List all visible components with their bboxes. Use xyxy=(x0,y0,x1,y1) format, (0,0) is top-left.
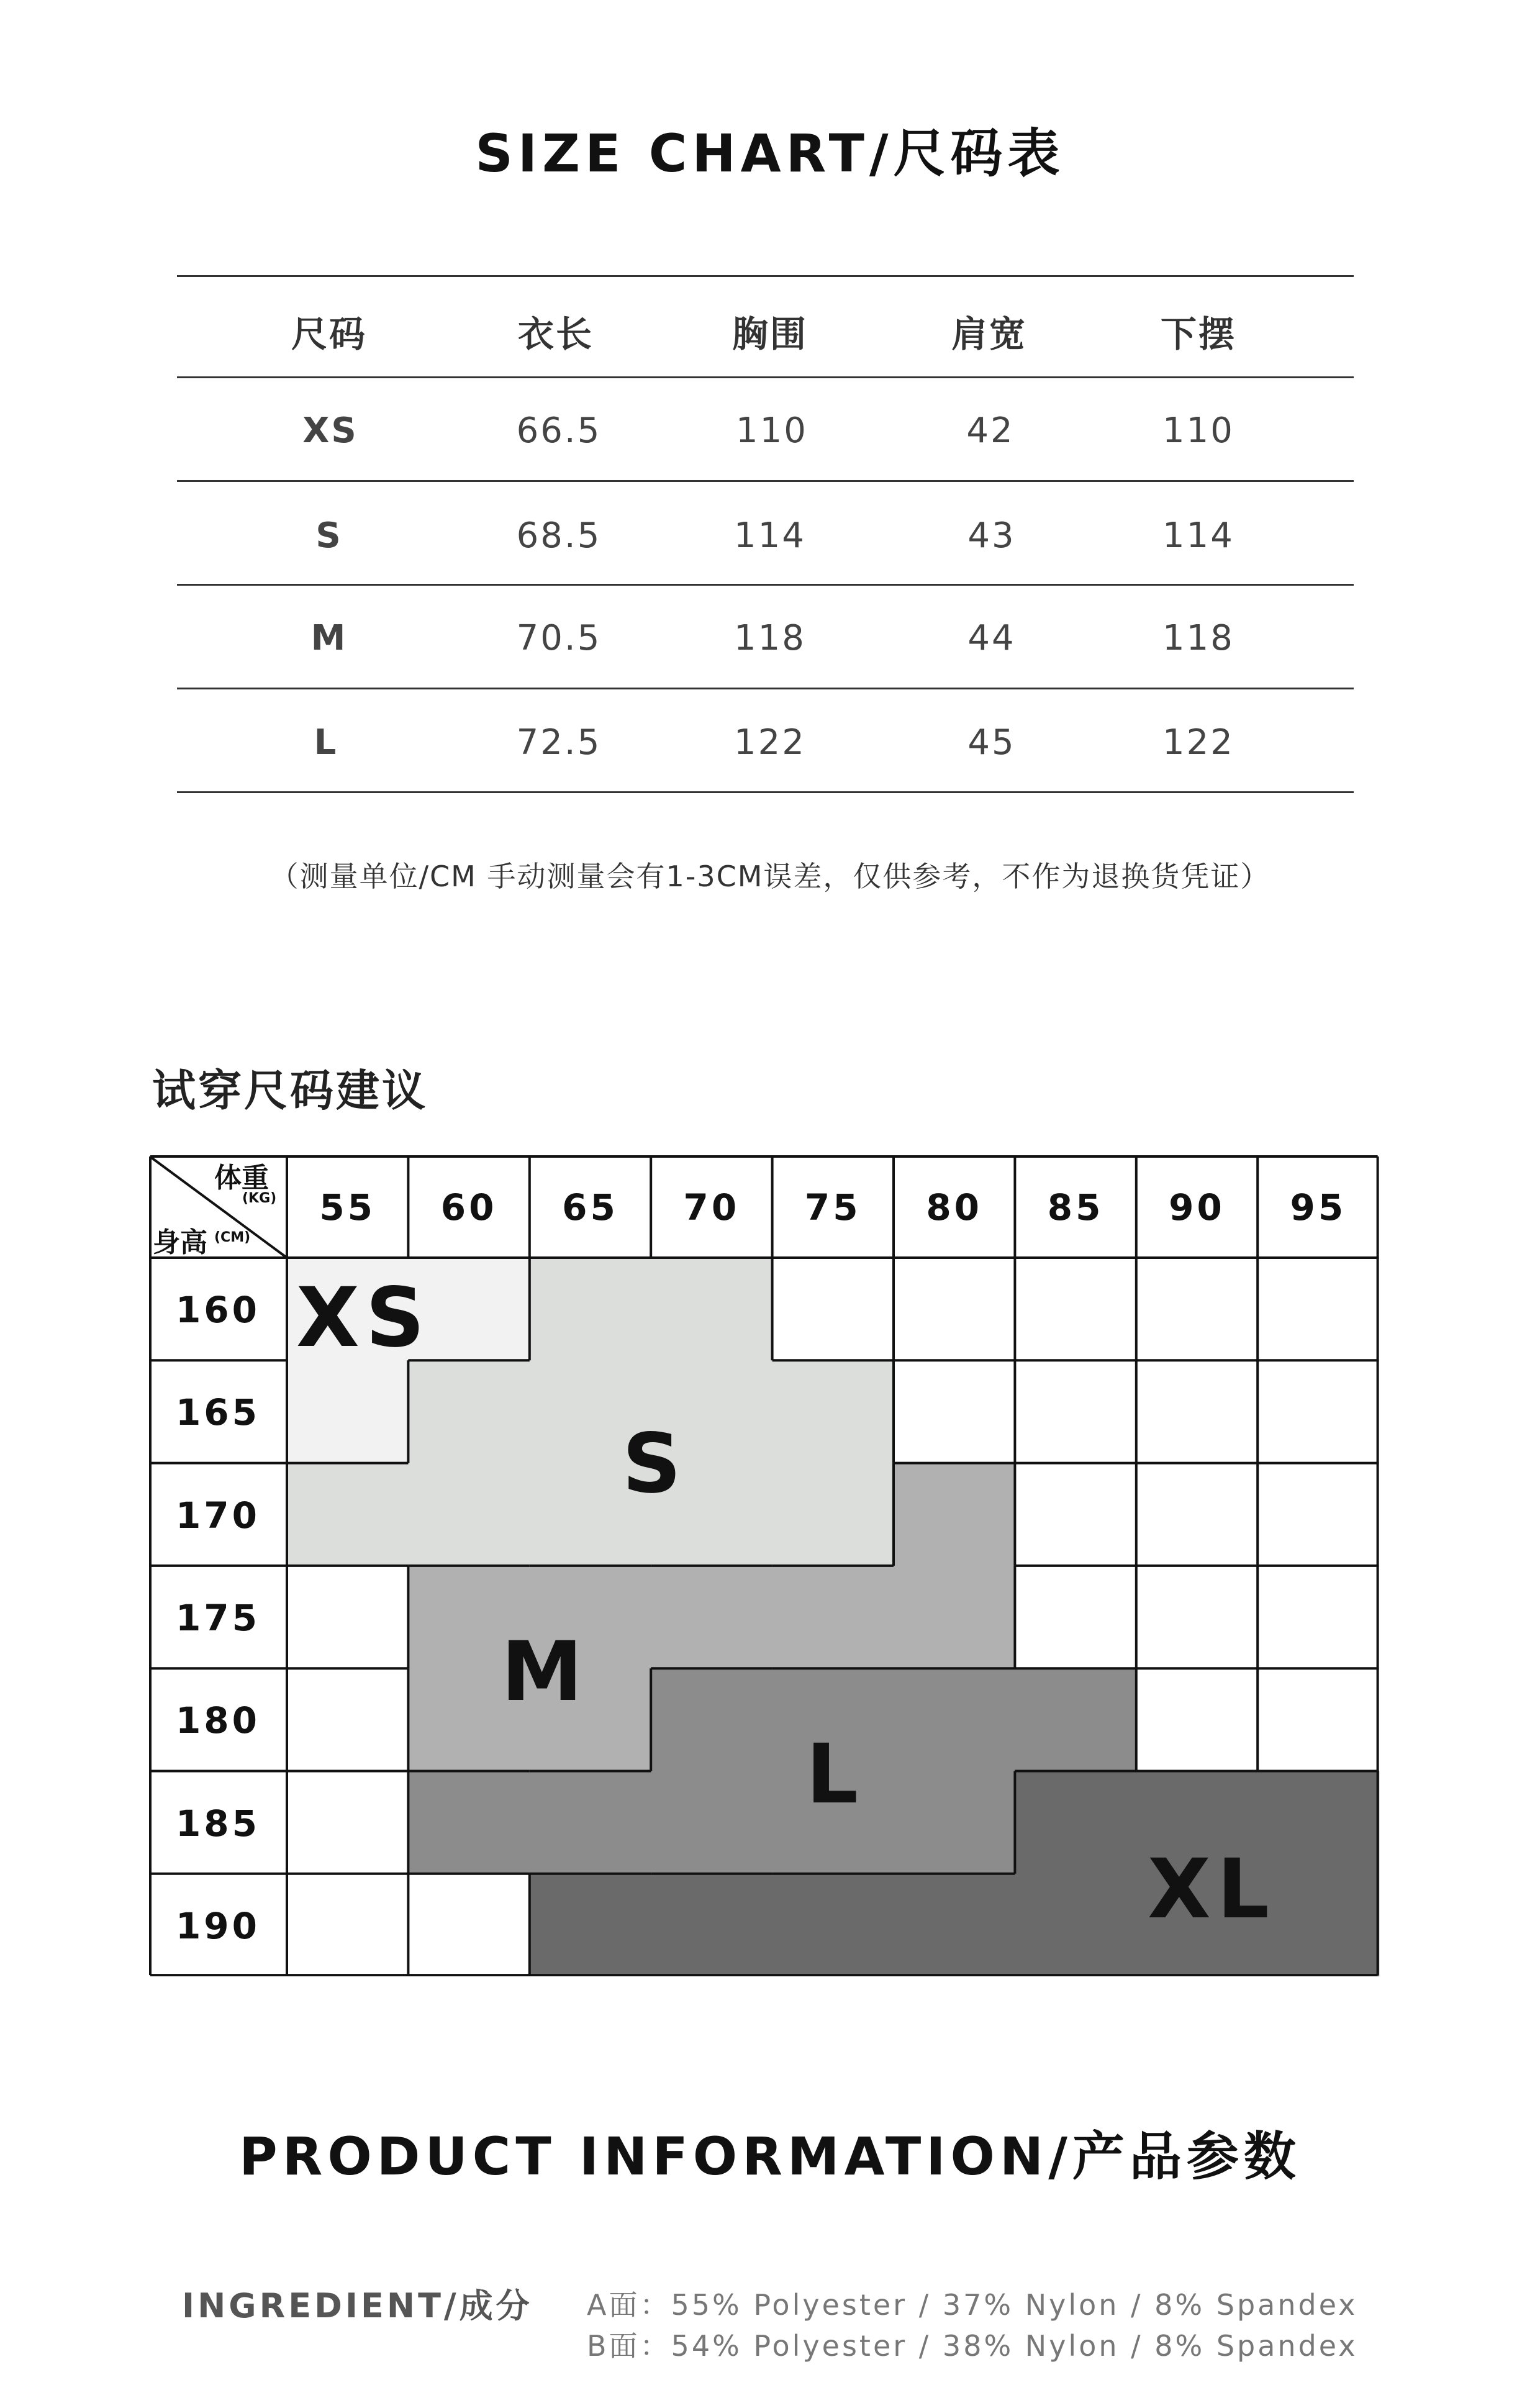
fit-guide-grid xyxy=(149,1155,1382,1976)
table-cell: 110 xyxy=(1162,411,1234,451)
zone-cell-xl xyxy=(1257,1771,1379,1874)
zone-cell-l xyxy=(651,1668,772,1771)
table-cell: 118 xyxy=(1162,618,1234,658)
zone-cell-l xyxy=(408,1771,530,1874)
measurement-note: （测量单位/CM 手动测量会有1-3CM误差，仅供参考，不作为退换货凭证） xyxy=(270,860,1270,893)
zone-cell-m xyxy=(651,1566,772,1669)
product-info-title: PRODUCT INFORMATION/产品参数 xyxy=(239,2126,1301,2187)
height-label: 190 xyxy=(175,1904,261,1947)
zone-cell-l xyxy=(651,1771,772,1874)
table-cell: M xyxy=(310,618,348,658)
height-label: 175 xyxy=(175,1596,261,1639)
table-cell: 42 xyxy=(966,411,1015,451)
ingredient-line-a: A面：55% Polyester / 37% Nylon / 8% Spandex xyxy=(587,2288,1358,2322)
ingredient-label: INGREDIENT/成分 xyxy=(182,2286,533,2325)
table-cell: 114 xyxy=(734,516,806,556)
col-header-chest: 胸围 xyxy=(732,313,808,355)
table-cell: 43 xyxy=(967,516,1016,556)
zone-cell-s xyxy=(772,1360,894,1463)
table-cell: 45 xyxy=(967,722,1016,763)
zone-label-xl: XL xyxy=(1148,1842,1275,1937)
table-rule xyxy=(177,480,1354,482)
zone-cell-l xyxy=(1015,1668,1136,1771)
zone-cell-l xyxy=(894,1668,1015,1771)
zone-cell-s xyxy=(408,1360,530,1463)
table-rule xyxy=(177,791,1354,793)
weight-label: 70 xyxy=(683,1186,740,1229)
table-rule xyxy=(177,275,1354,277)
zone-cell-xl xyxy=(894,1874,1015,1976)
table-cell: 68.5 xyxy=(516,516,602,556)
col-header-size: 尺码 xyxy=(291,313,367,355)
zone-cell-m xyxy=(894,1566,1015,1669)
table-cell: 122 xyxy=(1162,722,1234,763)
weight-axis-label: 体重 xyxy=(214,1162,269,1194)
weight-label: 55 xyxy=(319,1186,376,1229)
height-label: 180 xyxy=(175,1699,261,1742)
zone-cell-xl xyxy=(1015,1771,1136,1874)
table-cell: 72.5 xyxy=(516,722,602,763)
zone-label-m: M xyxy=(501,1624,589,1720)
zone-cell-xl xyxy=(1257,1874,1379,1976)
zone-cell-s xyxy=(287,1463,409,1566)
zone-cell-m xyxy=(772,1566,894,1669)
weight-label: 90 xyxy=(1169,1186,1225,1229)
col-header-hem: 下摆 xyxy=(1160,313,1236,355)
zone-label-xs: XS xyxy=(296,1270,431,1366)
height-axis-label: 身高 xyxy=(153,1227,207,1258)
zone-cell-xl xyxy=(530,1874,651,1976)
table-cell: 66.5 xyxy=(516,411,602,451)
col-header-shoulder: 肩宽 xyxy=(951,313,1027,355)
fit-guide-title: 试穿尺码建议 xyxy=(152,1065,428,1116)
zone-label-s: S xyxy=(622,1416,688,1512)
height-label: 185 xyxy=(175,1802,261,1845)
zone-cell-m xyxy=(894,1463,1015,1566)
table-rule xyxy=(177,376,1354,378)
table-cell: 114 xyxy=(1162,516,1234,556)
zone-cell-s xyxy=(772,1463,894,1566)
table-cell: 110 xyxy=(736,411,808,451)
zone-cell-xl xyxy=(772,1874,894,1976)
zone-cell-xl xyxy=(651,1874,772,1976)
table-cell: S xyxy=(315,516,343,556)
table-cell: L xyxy=(314,722,338,763)
zone-cell-l xyxy=(894,1771,1015,1874)
height-label: 170 xyxy=(175,1494,261,1537)
table-cell: 70.5 xyxy=(516,618,602,658)
weight-label: 60 xyxy=(440,1186,497,1229)
height-unit: (CM) xyxy=(214,1230,251,1245)
weight-unit: (KG) xyxy=(242,1191,277,1206)
weight-label: 95 xyxy=(1290,1186,1347,1229)
table-cell: 118 xyxy=(734,618,806,658)
table-cell: 44 xyxy=(967,618,1016,658)
table-cell: XS xyxy=(302,411,358,451)
zone-cell-s xyxy=(408,1463,530,1566)
table-cell: 122 xyxy=(734,722,806,763)
size-chart-title: SIZE CHART/尺码表 xyxy=(475,123,1065,184)
table-rule xyxy=(177,584,1354,586)
zone-label-l: L xyxy=(806,1727,865,1822)
weight-label: 75 xyxy=(804,1186,861,1229)
zone-cell-xl xyxy=(1015,1874,1136,1976)
weight-label: 80 xyxy=(926,1186,983,1229)
zone-cell-xs xyxy=(287,1360,409,1463)
height-label: 160 xyxy=(175,1289,261,1331)
table-rule xyxy=(177,688,1354,689)
ingredient-line-b: B面：54% Polyester / 38% Nylon / 8% Spandex xyxy=(587,2329,1358,2363)
zone-cell-l xyxy=(530,1771,651,1874)
weight-label: 85 xyxy=(1047,1186,1104,1229)
weight-label: 65 xyxy=(562,1186,618,1229)
zone-cell-s xyxy=(651,1258,772,1361)
height-label: 165 xyxy=(175,1391,261,1434)
col-header-length: 衣长 xyxy=(517,313,594,355)
zone-cell-s xyxy=(530,1258,651,1361)
